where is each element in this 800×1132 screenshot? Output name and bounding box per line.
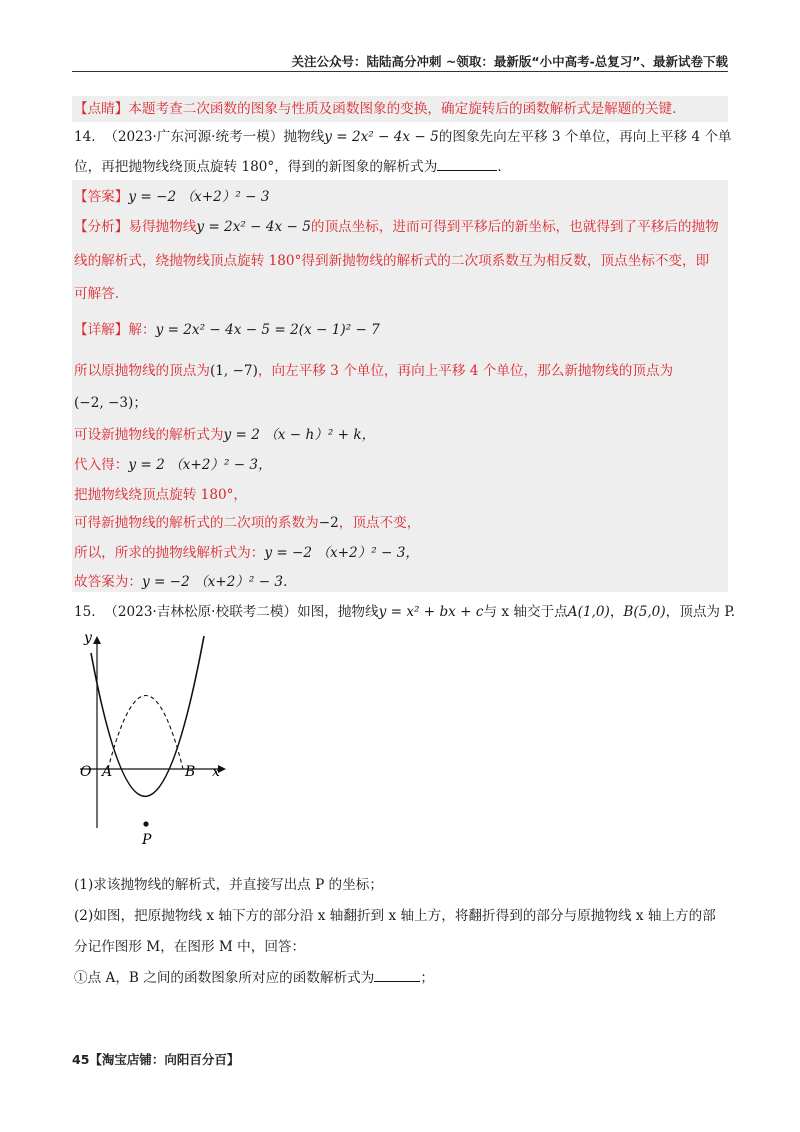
detail-expression: y = 2x² − 4x − 5 = 2(x − 1)² − 7: [155, 322, 380, 338]
q14-stem-expression: y = 2x² − 4x − 5: [324, 129, 439, 145]
detail-line8: [74, 543, 419, 563]
detail-l2-text-b: ，向左平移 3 个单位，再向上平移 4 个单位，那么新抛物线的顶点为: [257, 363, 674, 379]
detail-l8-text: 所以，所求的抛物线解析式为：: [74, 545, 265, 561]
q15-separator: ，: [609, 604, 624, 620]
header-rule: [72, 71, 728, 72]
vertex-point: [143, 821, 148, 826]
general-form-expression: y = 2 （x − h）² + k，: [223, 427, 376, 443]
q14-source: （2023·广东河源·统考一模）: [104, 129, 284, 145]
q15-part1: (1)求该抛物线的解析式，并直接写出点 P 的坐标；: [74, 877, 383, 893]
detail-line9: [74, 572, 287, 592]
final-expression: y = −2 （x+2）² − 3，: [264, 545, 420, 561]
q15-part2-q1-text: ①点 A，B 之间的函数图象所对应的函数解析式为: [74, 970, 375, 986]
q15-number: 15.: [74, 604, 96, 620]
q14-number: 14.: [74, 129, 96, 145]
detail-line4: [74, 425, 375, 445]
y-axis-arrow: [93, 636, 101, 644]
detail-l7-text-b: ，顶点不变，: [338, 515, 421, 531]
new-coefficient: −2: [318, 515, 339, 531]
detail-l2-text: 所以原抛物线的顶点为: [74, 363, 210, 379]
detail-line1: [74, 320, 380, 340]
detail-l7-text: 可得新抛物线的解析式的二次项的系数为: [74, 515, 319, 531]
detail-line2: [74, 361, 673, 381]
vertex-label: P: [142, 832, 152, 848]
q15-stem-text-c: ，顶点为 P.: [665, 604, 736, 620]
point-a-label: A: [102, 764, 113, 780]
q14-answer-line: [74, 187, 269, 207]
detail-line6: 把抛物线绕顶点旋转 180°，: [74, 487, 248, 503]
original-vertex: (1, −7): [209, 363, 258, 379]
point-b-coord: B(5,0): [623, 604, 666, 620]
answer-blank[interactable]: [437, 158, 497, 171]
q14-stem-end: .: [497, 159, 502, 175]
review-tag: 【点睛】: [74, 101, 129, 117]
q14-stem-line2: [74, 157, 502, 177]
shop-name: 【淘宝店铺：向阳百分百】: [89, 1052, 240, 1067]
y-label: y: [84, 630, 92, 646]
detail-line3: [74, 393, 147, 413]
detail-line5: [74, 455, 272, 475]
q15-stem-line: [74, 602, 735, 622]
q15-part2-q1-end: ；: [420, 970, 434, 986]
analysis-line2: 线的解析式，绕抛物线顶点旋转 180°得到新抛物线的解析式的二次项系数互为相反数，顶点坐标不变，即: [74, 253, 710, 269]
analysis-line1: [74, 217, 719, 237]
answer-tag: 【答案】: [74, 189, 129, 205]
q15-source: （2023·吉林松原·校联考二模）: [104, 604, 298, 620]
review-line: [74, 99, 676, 119]
q14-stem-line1: [74, 127, 732, 147]
substituted-expression: y = 2 （x+2）² − 3，: [128, 457, 272, 473]
q14-stem-line2-text: 位，再把抛物线绕顶点旋转 180°，得到的新图象的解析式为: [74, 159, 438, 175]
page-footer: [72, 1050, 239, 1068]
detail-l4-text: 可设新抛物线的解析式为: [74, 427, 224, 443]
detail-tag: 【详解】: [74, 322, 129, 338]
detail-prefix: 解：: [128, 322, 156, 338]
answer-expression: y = −2 （x+2）² − 3: [128, 189, 270, 205]
analysis-line3: 可解答.: [74, 286, 120, 302]
q14-stem-text: 抛物线: [283, 129, 325, 145]
page-number: 45: [72, 1052, 90, 1067]
x-label: x: [212, 764, 220, 780]
q15-answer-blank[interactable]: [374, 969, 420, 982]
q15-stem-text-b: 与 x 轴交于点: [483, 604, 568, 620]
analysis-text-b: 的顶点坐标，进而可得到平移后的新坐标，也就得到了平移后的抛物: [310, 219, 719, 235]
answer-final-expression: y = −2 （x+2）² − 3.: [141, 574, 288, 590]
analysis-expression: y = 2x² − 4x − 5: [196, 219, 311, 235]
q15-part2-question1: [74, 968, 434, 988]
origin-label: O: [80, 764, 92, 780]
q14-stem-text-b: 的图象先向左平移 3 个单位，再向上平移 4 个单: [438, 129, 732, 145]
point-a-coord: A(1,0): [567, 604, 610, 620]
detail-l9-text: 故答案为：: [74, 574, 142, 590]
point-b-label: B: [185, 764, 196, 780]
parabola-figure: [72, 628, 242, 850]
q15-stem-expression: y = x² + bx + c: [378, 604, 484, 620]
review-text: 本题考查二次函数的图象与性质及函数图象的变换，确定旋转后的函数解析式是解题的关键.: [128, 101, 677, 117]
page-header: 关注公众号：陆陆高分冲刺 ~领取：最新版“小中高考-总复习”、最新试卷下载: [291, 54, 728, 69]
q15-part2-line2: 分记作图形 M，在图形 M 中，回答：: [74, 939, 306, 955]
analysis-tag: 【分析】: [74, 219, 129, 235]
analysis-text: 易得抛物线: [128, 219, 197, 235]
reflected-arc: [108, 696, 183, 770]
detail-line7: [74, 513, 420, 533]
detail-l5-text: 代入得：: [74, 457, 129, 473]
q15-part2-line1: (2)如图，把原抛物线 x 轴下方的部分沿 x 轴翻折到 x 轴上方，将翻折得到的部分与原抛物线 x 轴上方的部: [74, 908, 716, 924]
q15-stem-text: 如图，抛物线: [297, 604, 379, 620]
new-vertex: (−2, −3)；: [74, 395, 147, 411]
